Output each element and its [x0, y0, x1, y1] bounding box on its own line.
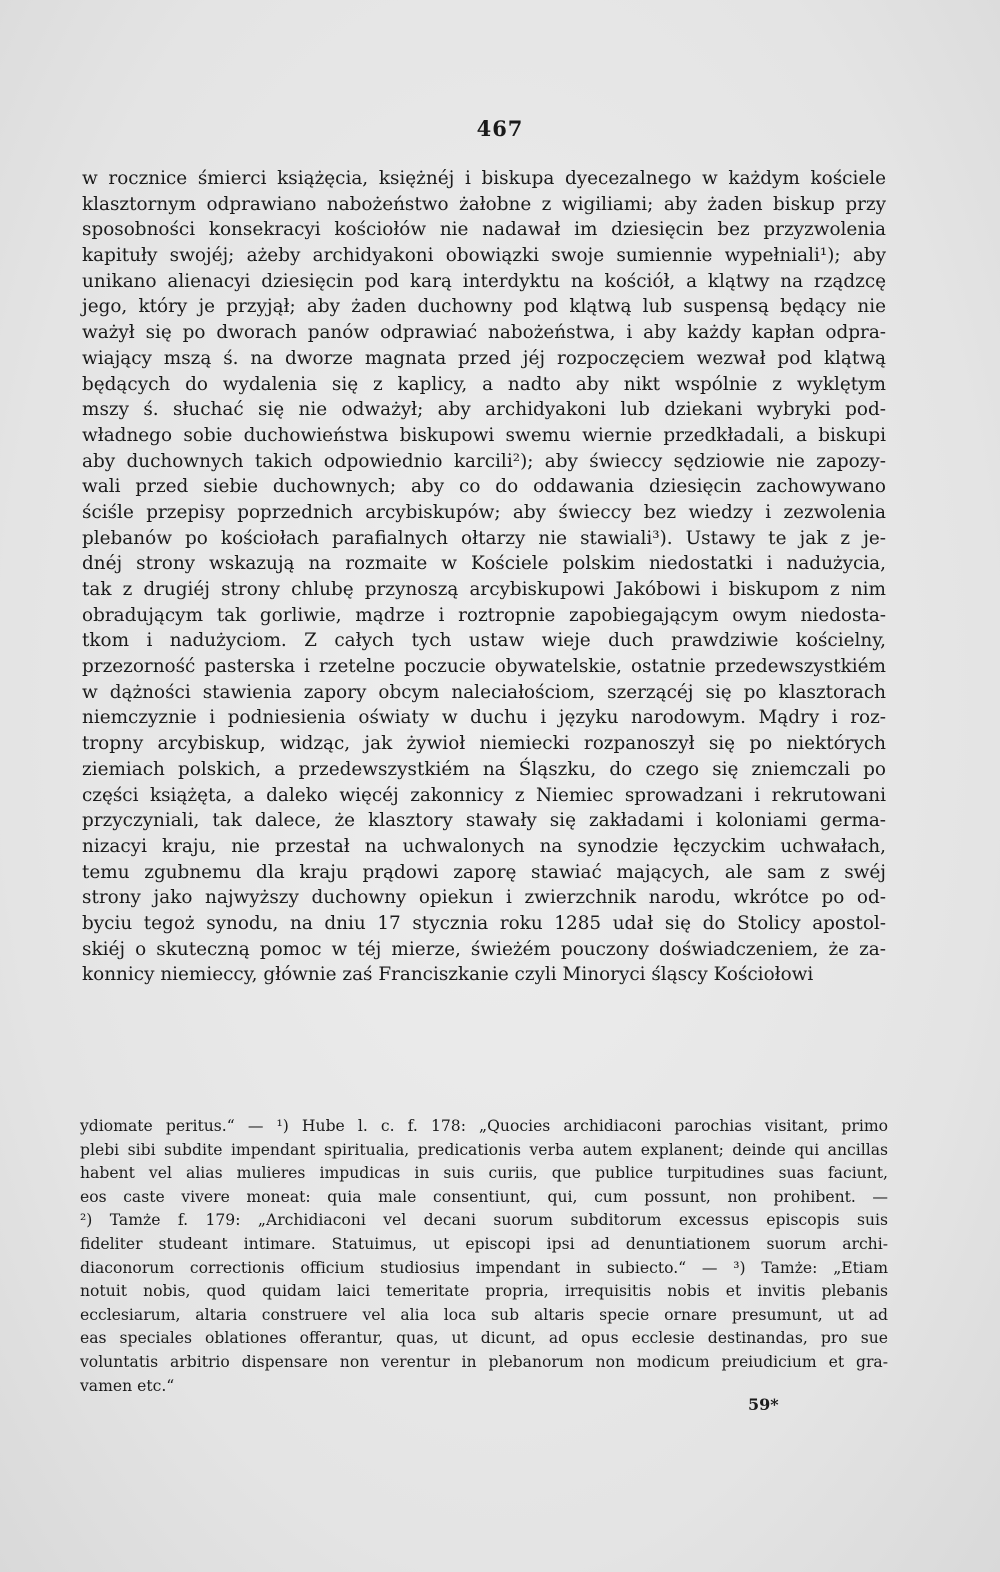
main-text [82, 166, 886, 988]
text-line: aby duchownych takich odpowiednio karcili²); aby świeccy sędziowie nie zapozy- [82, 450, 886, 472]
text-line: przyczyniali, tak dalece, że klasztory stawały się zakładami i koloniami germa- [82, 810, 886, 832]
text-line: temu zgubnemu dla kraju prądowi zaporę stawiać mających, ale sam z swéj [82, 861, 886, 883]
text-line: wali przed siebie duchownych; aby co do oddawania dziesięcin zachowywano [82, 476, 886, 498]
footnotes [80, 1115, 888, 1398]
text-line: strony jako najwyższy duchowny opiekun i zwierzchnik narodu, wkrótce po od- [82, 887, 886, 909]
text-line: plebanów po kościołach parafialnych ołtarzy nie stawiali³). Ustawy te jak z je- [82, 527, 886, 549]
footnote-line: fideliter studeant intimare. Statuimus, ut episcopi ipsi ad denuntiationem suorum archi- [80, 1234, 888, 1253]
text-line: przezorność pasterska i rzetelne poczucie obywatelskie, ostatnie przedewszystkiém [82, 656, 886, 678]
text-line: nizacyi kraju, nie przestał na uchwalonych na synodzie łęczyckim uchwałach, [82, 835, 886, 857]
text-line: wiający mszą ś. na dworze magnata przed jéj rozpoczęciem wezwał pod klątwą [82, 347, 886, 369]
text-line: byciu tegoż synodu, na dniu 17 stycznia roku 1285 udał się do Stolicy apostol- [82, 912, 886, 934]
text-line: w dążności stawienia zapory obcym naleciałościom, szerzącéj się po klasztorach [82, 681, 886, 703]
text-line: ziemiach polskich, a przedewszystkiém na Śląszku, do czego się zniemczali po [82, 758, 886, 780]
footnote-line: notuit nobis, quod quidam laici temeritate propria, irrequisitis nobis et invitis plebanis [80, 1282, 888, 1301]
text-line: unikano alienacyi dziesięcin pod karą interdyktu na kościół, a klątwy na rządzcę [82, 270, 886, 292]
footnote-line: habent vel alias mulieres impudicas in suis curiis, que publice turpitudines suas faciunt, [80, 1164, 888, 1183]
footnote-line: vamen etc.“ [80, 1376, 175, 1395]
page-number: 467 [476, 116, 524, 141]
footnote-line: ecclesiarum, altaria construere vel alia loca sub altaris specie ornare presumunt, ut ad [80, 1305, 888, 1324]
text-line: jego, który je przyjął; aby żaden duchowny pod klątwą lub suspensą będący nie [82, 296, 886, 318]
text-line: tkom i nadużyciom. Z całych tych ustaw wieje duch prawdziwie kościelny, [82, 630, 886, 652]
footnote-line: ydiomate peritus.“ — ¹) Hube l. c. f. 178: „Quocies archidiaconi parochias visitant, primo [80, 1117, 888, 1135]
text-line: w rocznice śmierci książęcia, księżnéj i biskupa dyecezalnego w każdym kościele [82, 168, 886, 189]
text-line: dnéj strony wskazują na rozmaite w Kościele polskim niedostatki i nadużycia, [82, 553, 886, 575]
text-line: tropny arcybiskup, widząc, jak żywioł niemiecki rozpanoszył się po niektórych [82, 733, 886, 755]
text-line: konnicy niemieccy, głównie zaś Franciszkanie czyli Minoryci śląscy Kościołowi [82, 964, 814, 986]
footnote-line: ²) Tamże f. 179: „Archidiaconi vel decani suorum subditorum excessus episcopis suis [80, 1211, 888, 1230]
footnote-line: eas speciales oblationes offerantur, quas, ut dicunt, ad opus ecclesie destinandas, pro sue [80, 1329, 888, 1348]
printer-signature: 59* [748, 1395, 779, 1414]
text-line: niemczyznie i podniesienia oświaty w duchu i języku narodowym. Mądry i roz- [82, 707, 886, 729]
text-line: skiéj o skuteczną pomoc w téj mierze, świeżém pouczony doświadczeniem, że za- [82, 938, 886, 960]
text-line: mszy ś. słuchać się nie odważył; aby archidyakoni lub dziekani wybryki pod- [82, 399, 886, 421]
text-line: obradującym tak gorliwie, mądrze i roztropnie zapobiegającym owym niedosta- [82, 604, 886, 626]
footnote-line: diaconorum correctionis officium studiosius impendant in subiecto.“ — ³) Tamże: „Etiam [80, 1258, 888, 1277]
text-line: kapituły swojéj; ażeby archidyakoni obowiązki swoje sumiennie wypełniali¹); aby [82, 245, 886, 267]
text-line: władnego sobie duchowieństwa biskupowi swemu wiernie przedkładali, a biskupi [82, 424, 886, 446]
text-line: będących do wydalenia się z kaplicy, a nadto aby nikt wspólnie z wyklętym [82, 373, 886, 395]
text-line: ściśle przepisy poprzednich arcybiskupów; aby świeccy bez wiedzy i zezwolenia [82, 501, 886, 523]
text-line: tak z drugiéj strony chlubę przynoszą arcybiskupowi Jakóbowi i biskupom z nim [82, 579, 886, 600]
text-line: ważył się po dworach panów odprawiać nabożeństwa, i aby każdy kapłan odpra- [82, 322, 886, 344]
footnote-line: voluntatis arbitrio dispensare non verentur in plebanorum non modicum preiudicium et gra- [80, 1352, 888, 1371]
text-line: części książęta, a daleko więcéj zakonnicy z Niemiec sprowadzani i rekrutowani [82, 784, 886, 806]
footnote-line: plebi sibi subdite impendant spiritualia, predicationis verba autem explanent; deinde qui ancillas [80, 1140, 888, 1159]
footnote-line: eos caste vivere moneat: quia male consentiunt, qui, cum possunt, non prohibent. — [80, 1187, 888, 1206]
text-line: klasztornym odprawiano nabożeństwo żałobne z wigiliami; aby żaden biskup przy [82, 193, 886, 215]
text-line: sposobności konsekracyi kościołów nie nadawał im dziesięcin bez przyzwolenia [82, 219, 886, 241]
